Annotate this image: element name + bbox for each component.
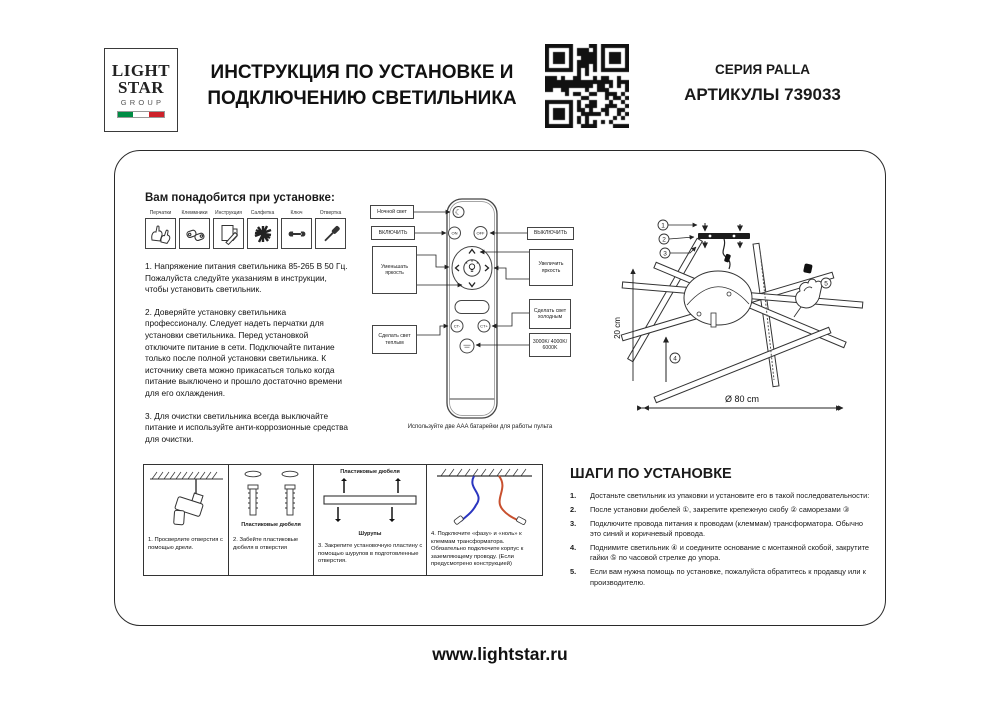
- power-wire: [723, 239, 731, 269]
- step-item: [570, 567, 874, 588]
- tool-item-terminals: [179, 210, 210, 249]
- light-bars: [621, 238, 863, 402]
- step-item: [570, 543, 874, 564]
- marker-2: [659, 234, 694, 244]
- moon-icon: ☾: [454, 207, 463, 217]
- svg-text:1: 1: [661, 222, 665, 230]
- callout-kelvin: 3000K/ 4000K/ 6000K: [529, 333, 571, 357]
- screws-label: Шурупы: [358, 531, 382, 537]
- tools-heading: Вам понадобится при установке:: [145, 192, 335, 204]
- step-number: 1.: [570, 491, 577, 500]
- installation-panels: [143, 464, 543, 576]
- wires-drawing: [427, 465, 542, 527]
- svg-text:5: 5: [824, 280, 828, 288]
- tool-item-manual: [213, 210, 244, 249]
- screwdriver-icon: [315, 218, 346, 249]
- callout-turn-on: ВКЛЮЧИТЬ: [371, 226, 415, 240]
- qr-code: [545, 44, 629, 128]
- step-item: [570, 505, 874, 515]
- marker-1: [658, 220, 697, 230]
- tool-label: Отвертка: [319, 210, 342, 216]
- svg-text:ON: ON: [451, 230, 458, 236]
- series-title: СЕРИЯ PALLA: [715, 62, 810, 77]
- steps-heading: ШАГИ ПО УСТАНОВКЕ: [570, 466, 732, 482]
- dpad-control: [452, 247, 492, 290]
- svg-text:20 cm: 20 cm: [613, 317, 622, 339]
- remote-slot: [455, 301, 489, 314]
- step-text: После установки дюбелей ①, закрепите крепежную скобу ② саморезами ③: [590, 504, 850, 514]
- on-button: [449, 227, 461, 239]
- callout-dim: Уменьшать яркость: [372, 246, 417, 294]
- wrench-icon: [281, 218, 312, 249]
- logo-text-group: GROUP: [120, 98, 165, 107]
- step-number: 3.: [570, 518, 577, 528]
- panel-dowels: [229, 465, 314, 575]
- marker-4: [666, 337, 680, 382]
- drill-drawing: [144, 465, 229, 531]
- step-number: 5.: [570, 567, 577, 577]
- dowels-drawing: [229, 465, 314, 521]
- panel-caption-3: 3. Закрепите установочную пластину с помощью шурупов в подготовленные отверстия.: [318, 543, 423, 565]
- svg-text:CT-: CT-: [453, 323, 461, 329]
- callout-cold-light: Сделать свет холодным: [529, 299, 571, 329]
- step-text: Поднимите светильник ④ и соедините основание с монтажной скобой, закрутите гайки ⑤ по часовой стрелке до упора.: [590, 542, 870, 563]
- blue-wire: [461, 476, 479, 521]
- fixture-diagram: [598, 195, 883, 423]
- article-number: АРТИКУЛЫ 739033: [684, 85, 841, 104]
- gloves-icon: [145, 218, 176, 249]
- warning-3: 3. Для очистки светильника всегда выключайте питание и используйте анти-коррозионные средства для очистки.: [145, 410, 349, 444]
- panel-plate: [314, 465, 427, 575]
- page-title-line1: ИНСТРУКЦИЯ ПО УСТАНОВКЕ И: [210, 62, 514, 83]
- safety-warnings: [145, 261, 350, 457]
- panel-caption-2: 2. Забейте пластиковые дюбеля в отверстия: [233, 537, 299, 551]
- callout-brighten: Увеличить яркость: [529, 249, 573, 286]
- battery-note: Используйте две AAA батарейки для работы пульта: [407, 424, 553, 430]
- website-url: www.lightstar.ru: [432, 644, 568, 664]
- callout-warm-light: Сделать свет теплым: [372, 325, 417, 354]
- svg-text:Ø 80 cm: Ø 80 cm: [724, 394, 760, 404]
- panel-caption-4: 4. Подключите «фазу» и «ноль» к клеммам трансформатора. Обязательно подключите корпус к заземляющему проводу. (Если предусмотрено конструкцией): [431, 531, 524, 568]
- step-text: Достаньте светильник из упаковки и установите его в такой последовательности:: [590, 491, 870, 500]
- ct-plus-button: [478, 320, 490, 332]
- step-text: Если вам нужна помощь по установке, пожалуйста обратитесь к продавцу или к производителю.: [590, 567, 866, 587]
- tool-item-gloves: [145, 210, 176, 249]
- warning-1: 1. Напряжение питания светильника 85-265 В 50 Гц. Пожалуйста следуйте указаниям в инструкции, чтобы установить светильник.: [145, 261, 348, 295]
- tool-item-wrench: [281, 210, 312, 249]
- napkin-icon: [247, 218, 278, 249]
- italian-flag-icon: [117, 111, 165, 118]
- svg-text:OFF: OFF: [476, 230, 485, 236]
- lightstar-logo: [104, 48, 178, 132]
- plate-drawing: [314, 477, 427, 529]
- panel-drill: [144, 465, 229, 575]
- svg-text:CT+: CT+: [480, 323, 488, 329]
- logo-text-light: LIGHT: [111, 61, 171, 80]
- step-number: 4.: [570, 542, 577, 552]
- tool-item-screwdriver: [315, 210, 346, 249]
- callout-turn-off: ВЫКЛЮЧИТЬ: [527, 227, 574, 240]
- svg-text:2: 2: [662, 236, 666, 244]
- svg-text:3: 3: [663, 250, 667, 258]
- red-wire: [499, 476, 520, 521]
- manual-icon: [213, 218, 244, 249]
- tool-label: Салфетка: [250, 210, 275, 216]
- callout-night-light: Ночной свет: [370, 205, 414, 219]
- tool-label: Инструкция: [215, 210, 242, 216]
- night-light-button: [453, 207, 464, 218]
- tool-item-napkin: [247, 210, 278, 249]
- page-title-line2: ПОДКЛЮЧЕНИЮ СВЕТИЛЬНИКА: [207, 87, 517, 109]
- tool-label: Перчатки: [149, 210, 172, 216]
- dowels-label: Пластиковые дюбеля: [241, 522, 301, 528]
- hand-with-nut: [794, 263, 831, 317]
- off-button: [474, 227, 487, 240]
- installation-steps: [570, 466, 874, 591]
- ct-minus-button: [451, 320, 463, 332]
- page-title: [186, 60, 538, 111]
- step-text: Подключите провода питания к проводам (клеммам) трансформатора. Обычно это синий и коричневый провода.: [590, 518, 864, 539]
- step-item: [570, 519, 874, 540]
- logo-text-star: STAR: [117, 78, 165, 97]
- warning-2: 2. Доверяйте установку светильника профессионалу. Следует надеть перчатки для установки светильника. Перед установкой отключите питание в сети. Подключайте питание только после полной установки светильника. К источнику света можно прикасаться только когда питание выключено и прошло достаточно времени для его охлаждения.: [145, 306, 343, 399]
- tool-label: Клеммники: [181, 210, 208, 216]
- step-item: [570, 491, 874, 501]
- kelvin-switch-button: [460, 339, 474, 353]
- svg-text:4: 4: [673, 355, 677, 363]
- panel-caption-1: 1. Просверлите отверстия с помощью дрели.: [148, 537, 223, 551]
- tool-label: Ключ: [290, 210, 303, 216]
- terminal-blocks-icon: [179, 218, 210, 249]
- panel-wiring: [427, 465, 542, 575]
- plate-dowels-label: Пластиковые дюбеля: [340, 469, 400, 475]
- step-number: 2.: [570, 504, 577, 514]
